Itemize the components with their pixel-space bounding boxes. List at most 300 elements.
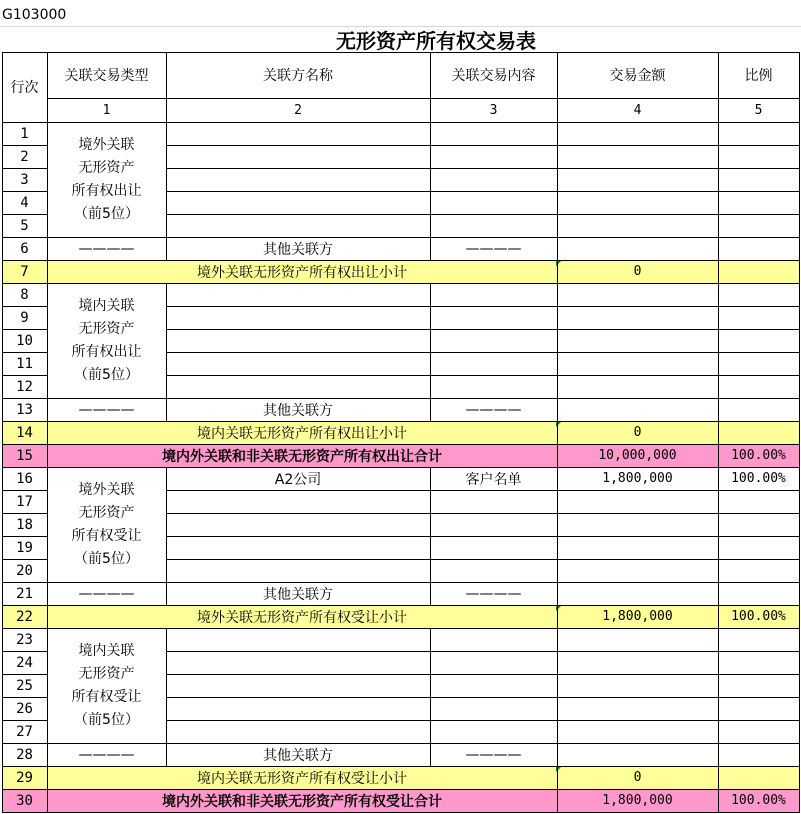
grid-line-v <box>557 191 558 215</box>
content-cell[interactable] <box>430 651 557 674</box>
subtotal-label: 境内关联无形资产所有权出让小计 <box>47 421 557 444</box>
grid-line-v <box>47 766 48 790</box>
grid-line-v <box>166 720 167 744</box>
column-number: 2 <box>294 102 302 118</box>
grid-line-v <box>557 766 558 790</box>
grid-line-v <box>430 214 431 238</box>
ratio-cell[interactable] <box>718 352 799 375</box>
ratio-cell[interactable] <box>718 697 799 720</box>
grid-line-v <box>166 306 167 330</box>
grid-line-v <box>166 697 167 721</box>
row-number: 20 <box>16 562 33 579</box>
content-cell[interactable] <box>430 674 557 697</box>
table-border-left <box>2 52 3 813</box>
grid-line-h <box>166 536 800 537</box>
grid-line-v <box>430 398 431 422</box>
grid-line-h <box>2 812 800 813</box>
grid-line-v <box>430 697 431 721</box>
ratio-cell[interactable] <box>718 513 799 536</box>
dash-cell: ———— <box>465 585 522 602</box>
grid-line-v <box>166 628 167 652</box>
column-number: 5 <box>754 102 763 118</box>
row-number: 5 <box>20 217 29 234</box>
grid-line-v <box>47 697 48 721</box>
party-cell[interactable] <box>166 697 430 720</box>
grid-line-v <box>47 329 48 353</box>
grid-line-v <box>557 674 558 698</box>
amount-cell[interactable] <box>557 651 718 674</box>
grid-line-v <box>166 582 167 606</box>
grid-line-v <box>718 490 719 514</box>
grid-line-v <box>557 352 558 376</box>
grid-line-v <box>557 168 558 192</box>
grid-line-h <box>166 651 800 652</box>
grid-line-h <box>2 260 800 261</box>
party-cell[interactable] <box>166 191 430 214</box>
grid-line-h <box>166 168 800 169</box>
content-cell[interactable] <box>430 122 557 145</box>
dash-cell: ———— <box>78 401 135 418</box>
dash-cell: ———— <box>78 585 135 602</box>
amount-cell[interactable] <box>557 329 718 352</box>
table-border-top <box>2 52 800 53</box>
grid-line-v <box>430 651 431 675</box>
party-cell[interactable] <box>166 559 430 582</box>
grid-line-v <box>718 306 719 330</box>
row-number: 26 <box>16 700 33 717</box>
grid-line-v <box>430 329 431 353</box>
grid-line-v <box>557 467 558 491</box>
row-number: 10 <box>16 332 33 349</box>
amount-cell[interactable] <box>557 145 718 168</box>
amount-cell[interactable] <box>557 375 718 398</box>
row-number: 25 <box>16 677 33 694</box>
grid-line-v <box>166 536 167 560</box>
amount-cell[interactable] <box>557 168 718 191</box>
ratio-cell[interactable]: 100.00% <box>718 789 799 812</box>
grid-line-v <box>557 329 558 353</box>
content-cell[interactable] <box>430 168 557 191</box>
ratio-cell[interactable] <box>718 168 799 191</box>
grid-line-v <box>557 145 558 169</box>
amount-cell[interactable] <box>557 352 718 375</box>
grid-line-h <box>166 490 800 491</box>
column-number: 3 <box>489 102 498 118</box>
party-cell[interactable] <box>166 651 430 674</box>
content-cell[interactable] <box>430 214 557 237</box>
grid-line-h <box>2 743 800 744</box>
party-cell[interactable] <box>166 306 430 329</box>
ratio-cell[interactable] <box>718 421 799 444</box>
grid-line-v <box>47 628 48 652</box>
ratio-cell[interactable] <box>718 237 799 260</box>
header-ratio: 比例 <box>744 68 773 84</box>
row-number: 29 <box>2 766 47 789</box>
grid-line-v <box>430 720 431 744</box>
other-party-cell[interactable]: 其他关联方 <box>263 747 333 764</box>
grid-line-v <box>47 421 48 445</box>
grid-line-v <box>557 214 558 238</box>
party-cell[interactable] <box>166 352 430 375</box>
amount-cell[interactable]: 0 <box>557 421 718 444</box>
grid-line-v <box>718 375 719 399</box>
grid-line-v <box>430 628 431 652</box>
grid-line-v <box>718 398 719 422</box>
grid-line-v <box>557 52 558 123</box>
ratio-cell[interactable] <box>718 674 799 697</box>
grid-line-v <box>557 582 558 606</box>
grid-line-h <box>166 513 800 514</box>
content-cell[interactable] <box>430 306 557 329</box>
content-cell[interactable] <box>430 697 557 720</box>
grid-line-v <box>718 52 719 123</box>
ratio-cell[interactable] <box>718 651 799 674</box>
grid-line-v <box>430 536 431 560</box>
grid-line-h <box>2 559 48 560</box>
total-label: 境内外关联和非关联无形资产所有权出让合计 <box>47 444 557 467</box>
grid-line-v <box>47 605 48 629</box>
grid-line-v <box>166 674 167 698</box>
grid-line-v <box>718 536 719 560</box>
grid-line-v <box>430 743 431 767</box>
ratio-cell[interactable]: 100.00% <box>731 471 786 486</box>
grid-line-v <box>430 237 431 261</box>
grid-line-v <box>718 766 719 790</box>
grid-line-v <box>718 743 719 767</box>
ratio-cell[interactable] <box>718 283 799 306</box>
grid-line-h <box>2 467 800 468</box>
ratio-cell[interactable]: 100.00% <box>718 444 799 467</box>
party-cell[interactable] <box>166 628 430 651</box>
grid-line-v <box>557 789 558 813</box>
grid-line-v <box>166 743 167 767</box>
content-cell[interactable] <box>430 352 557 375</box>
grid-line-v <box>557 513 558 537</box>
content-cell[interactable] <box>430 490 557 513</box>
grid-line-h <box>2 145 48 146</box>
grid-line-v <box>47 674 48 698</box>
amount-cell[interactable]: 1,800,000 <box>557 789 718 812</box>
grid-line-h <box>2 513 48 514</box>
party-cell[interactable] <box>166 720 430 743</box>
ratio-cell[interactable] <box>718 375 799 398</box>
party-cell[interactable] <box>166 490 430 513</box>
grid-line-v <box>718 214 719 238</box>
amount-cell[interactable] <box>557 237 718 260</box>
subtotal-label: 境内关联无形资产所有权受让小计 <box>47 766 557 789</box>
grid-line-v <box>47 582 48 606</box>
grid-line-v <box>557 421 558 445</box>
row-number: 12 <box>16 378 33 395</box>
row-number: 9 <box>20 309 29 326</box>
row-number: 22 <box>2 605 47 628</box>
grid-line-v <box>718 122 719 146</box>
grid-line-v <box>718 191 719 215</box>
grid-line-v <box>718 651 719 675</box>
content-cell[interactable] <box>430 720 557 743</box>
ratio-cell[interactable] <box>718 214 799 237</box>
grid-line-v <box>430 191 431 215</box>
row-number: 2 <box>20 148 29 165</box>
row-number: 14 <box>2 421 47 444</box>
grid-line-h <box>2 720 48 721</box>
amount-cell[interactable] <box>557 582 718 605</box>
grid-line-h <box>2 766 800 767</box>
grid-line-v <box>47 651 48 675</box>
other-party-cell[interactable]: 其他关联方 <box>263 402 333 419</box>
party-cell[interactable] <box>166 145 430 168</box>
row-number: 13 <box>16 401 33 418</box>
grid-line-v <box>47 720 48 744</box>
ratio-cell[interactable] <box>718 536 799 559</box>
subtotal-label: 境外关联无形资产所有权出让小计 <box>47 260 557 283</box>
ratio-cell[interactable] <box>718 398 799 421</box>
amount-cell[interactable] <box>557 191 718 214</box>
grid-line-v <box>430 490 431 514</box>
row-number: 23 <box>16 631 33 648</box>
grid-line-v <box>47 237 48 261</box>
grid-line-v <box>47 260 48 284</box>
grid-line-v <box>430 674 431 698</box>
grid-line-v <box>718 582 719 606</box>
grid-line-h <box>2 444 800 445</box>
row-number: 3 <box>20 171 29 188</box>
ratio-cell[interactable] <box>718 628 799 651</box>
grid-line-h <box>166 559 800 560</box>
grid-line-v <box>430 52 431 123</box>
ratio-cell[interactable] <box>718 766 799 789</box>
row-number: 18 <box>16 516 33 533</box>
grid-line-v <box>430 467 431 491</box>
grid-line-v <box>47 789 48 813</box>
row-number: 7 <box>2 260 47 283</box>
grid-line-v <box>166 352 167 376</box>
content-cell[interactable]: 客户名单 <box>465 471 522 488</box>
ratio-cell[interactable] <box>718 490 799 513</box>
row-number: 8 <box>20 286 29 303</box>
grid-line-v <box>166 329 167 353</box>
grid-line-h <box>166 720 800 721</box>
grid-line-v <box>718 421 719 445</box>
ratio-cell[interactable] <box>718 559 799 582</box>
grid-line-h <box>2 398 800 399</box>
grid-line-v <box>47 398 48 422</box>
amount-cell[interactable]: 0 <box>557 766 718 789</box>
amount-cell[interactable] <box>557 674 718 697</box>
grid-line-v <box>557 559 558 583</box>
grid-line-v <box>718 145 719 169</box>
ratio-cell[interactable] <box>718 145 799 168</box>
content-cell[interactable] <box>430 628 557 651</box>
grid-line-v <box>47 375 48 399</box>
grid-line-v <box>166 214 167 238</box>
group-type-cell: 境外关联 无形资产 所有权出让 （前5位） <box>71 136 142 222</box>
cell-reference[interactable]: G103000 <box>2 7 67 23</box>
grid-line-v <box>166 145 167 169</box>
grid-line-h <box>2 306 48 307</box>
party-cell[interactable] <box>166 329 430 352</box>
amount-cell[interactable] <box>557 490 718 513</box>
grid-line-h <box>2 352 48 353</box>
content-cell[interactable] <box>430 329 557 352</box>
ratio-cell[interactable] <box>718 329 799 352</box>
grid-line-v <box>166 52 167 123</box>
sheet-gridline <box>0 26 801 27</box>
other-party-cell[interactable]: 其他关联方 <box>263 586 333 603</box>
row-number: 4 <box>20 194 29 211</box>
grid-line-v <box>718 605 719 629</box>
grid-line-v <box>718 329 719 353</box>
row-number: 21 <box>16 585 33 602</box>
grid-line-v <box>47 283 48 307</box>
grid-line-v <box>718 168 719 192</box>
ratio-cell[interactable] <box>718 743 799 766</box>
grid-line-h <box>2 697 48 698</box>
content-cell[interactable] <box>430 536 557 559</box>
content-cell[interactable] <box>430 283 557 306</box>
party-cell[interactable]: A2公司 <box>274 471 322 488</box>
grid-line-h <box>2 283 800 284</box>
row-number: 24 <box>16 654 33 671</box>
grid-line-v <box>430 306 431 330</box>
party-cell[interactable] <box>166 122 430 145</box>
grid-line-h <box>2 375 48 376</box>
ratio-cell[interactable] <box>718 260 799 283</box>
header-rule <box>2 122 800 123</box>
amount-cell[interactable] <box>557 628 718 651</box>
grid-line-v <box>430 122 431 146</box>
party-cell[interactable] <box>166 375 430 398</box>
grid-line-v <box>430 145 431 169</box>
grid-line-v <box>718 628 719 652</box>
amount-cell[interactable]: 0 <box>557 260 718 283</box>
grid-line-v <box>557 628 558 652</box>
row-number: 16 <box>16 470 33 487</box>
grid-line-h <box>2 582 800 583</box>
grid-line-v <box>718 283 719 307</box>
amount-cell[interactable] <box>557 513 718 536</box>
row-number: 30 <box>2 789 47 812</box>
party-cell[interactable] <box>166 168 430 191</box>
grid-line-v <box>47 513 48 537</box>
amount-cell[interactable] <box>557 283 718 306</box>
ratio-cell[interactable]: 100.00% <box>718 605 799 628</box>
dash-cell: ———— <box>465 401 522 418</box>
content-cell[interactable] <box>430 559 557 582</box>
amount-cell[interactable] <box>557 559 718 582</box>
grid-line-v <box>47 743 48 767</box>
grid-line-v <box>430 582 431 606</box>
grid-line-v <box>47 490 48 514</box>
grid-line-v <box>166 168 167 192</box>
content-cell[interactable] <box>430 191 557 214</box>
grid-line-v <box>166 651 167 675</box>
amount-cell[interactable] <box>557 536 718 559</box>
grid-line-v <box>557 444 558 468</box>
dash-cell: ———— <box>465 746 522 763</box>
grid-line-v <box>718 467 719 491</box>
grid-line-v <box>47 168 48 192</box>
content-cell[interactable] <box>430 145 557 168</box>
grid-line-h <box>2 651 48 652</box>
grid-line-h <box>2 214 48 215</box>
amount-cell[interactable]: 10,000,000 <box>557 444 718 467</box>
grid-line-v <box>718 789 719 813</box>
grid-line-v <box>166 283 167 307</box>
party-cell[interactable] <box>166 674 430 697</box>
grid-line-v <box>430 559 431 583</box>
grid-line-h <box>166 191 800 192</box>
row-number: 27 <box>16 723 33 740</box>
content-cell[interactable] <box>430 513 557 536</box>
grid-line-v <box>47 214 48 238</box>
grid-line-v <box>557 260 558 284</box>
party-cell[interactable] <box>166 536 430 559</box>
grid-line-v <box>47 559 48 583</box>
amount-cell[interactable] <box>557 122 718 145</box>
group-type-cell: 境外关联 无形资产 所有权受让 （前5位） <box>71 481 142 567</box>
grid-line-h <box>166 145 800 146</box>
grid-line-h <box>2 605 800 606</box>
amount-cell[interactable] <box>557 398 718 421</box>
header-rule <box>47 98 800 99</box>
amount-cell[interactable] <box>557 214 718 237</box>
dash-cell: ———— <box>78 746 135 763</box>
grid-line-v <box>430 283 431 307</box>
amount-cell[interactable]: 1,800,000 <box>557 605 718 628</box>
grid-line-v <box>166 237 167 261</box>
grid-line-v <box>166 559 167 583</box>
amount-cell[interactable] <box>557 720 718 743</box>
other-party-cell[interactable]: 其他关联方 <box>263 241 333 258</box>
grid-line-v <box>718 260 719 284</box>
grid-line-h <box>166 306 800 307</box>
grid-line-h <box>2 674 48 675</box>
grid-line-v <box>47 122 48 146</box>
grid-line-h <box>2 628 800 629</box>
grid-line-v <box>430 168 431 192</box>
content-cell[interactable] <box>430 375 557 398</box>
grid-line-v <box>47 306 48 330</box>
amount-cell[interactable] <box>557 697 718 720</box>
grid-line-v <box>557 536 558 560</box>
amount-cell[interactable] <box>557 306 718 329</box>
grid-line-h <box>166 352 800 353</box>
grid-line-h <box>166 697 800 698</box>
party-cell[interactable] <box>166 283 430 306</box>
ratio-cell[interactable] <box>718 720 799 743</box>
grid-line-v <box>166 467 167 491</box>
grid-line-h <box>166 329 800 330</box>
grid-line-v <box>557 743 558 767</box>
grid-line-v <box>166 513 167 537</box>
amount-cell[interactable] <box>557 743 718 766</box>
party-cell[interactable] <box>166 513 430 536</box>
grid-line-v <box>47 536 48 560</box>
ratio-cell[interactable] <box>718 582 799 605</box>
ratio-cell[interactable] <box>718 306 799 329</box>
party-cell[interactable] <box>166 214 430 237</box>
ratio-cell[interactable] <box>718 122 799 145</box>
amount-cell[interactable]: 1,800,000 <box>602 471 673 486</box>
grid-line-v <box>47 444 48 468</box>
header-type: 关联交易类型 <box>64 68 149 84</box>
grid-line-v <box>430 513 431 537</box>
table-border-right <box>799 52 800 813</box>
grid-line-h <box>2 421 800 422</box>
grid-line-v <box>430 375 431 399</box>
ratio-cell[interactable] <box>718 191 799 214</box>
